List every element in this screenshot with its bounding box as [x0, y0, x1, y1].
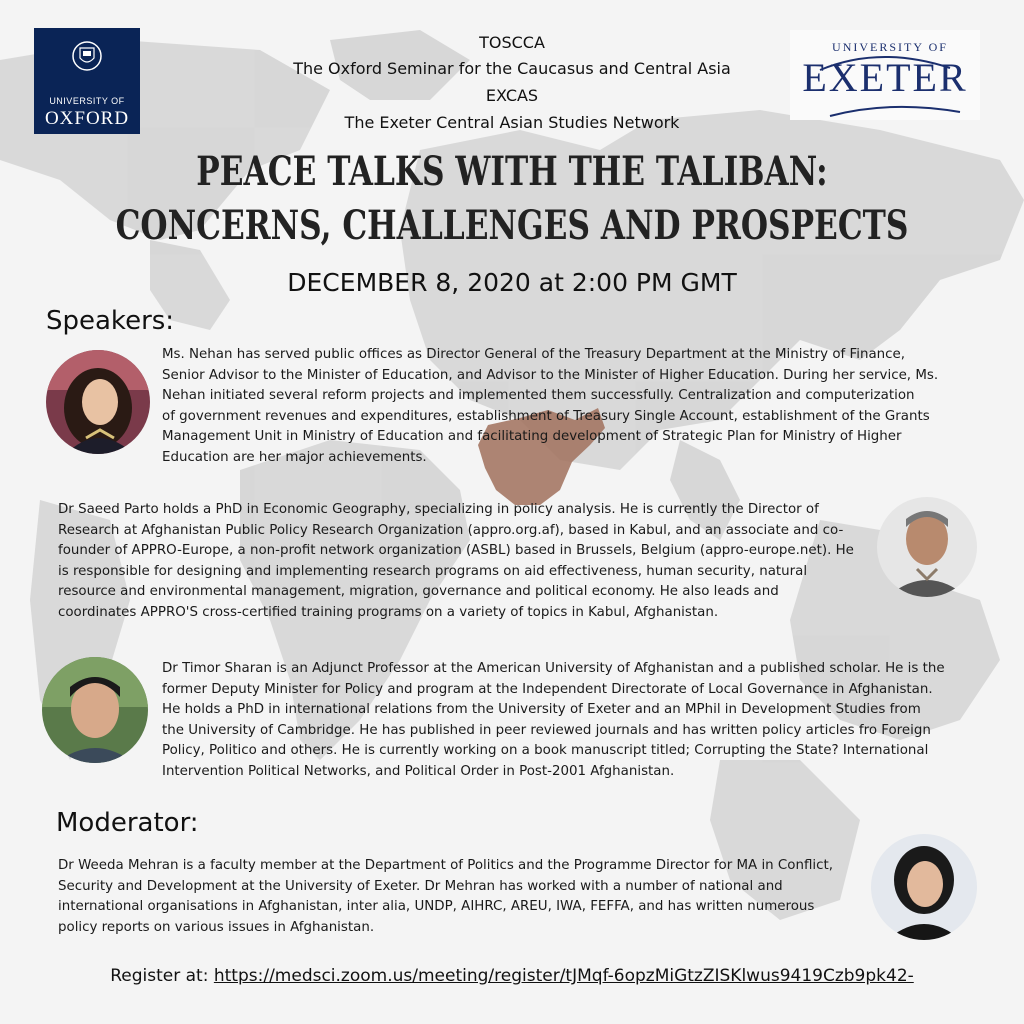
bio-line: of government revenues and expenditures, establishment of Treasury Single Account, establishment of the Grants	[162, 408, 930, 424]
bio-line: the University of Cambridge. He has published in peer reviewed journals and has written policy articles fro Foreign	[162, 722, 931, 738]
bio-line: policy reports on various issues in Afghanistan.	[58, 919, 375, 935]
speaker-sharan-bio	[162, 659, 992, 782]
person-photo	[46, 350, 150, 454]
bio-line: resource and environmental management, migration, governance and political economy. He also leads and	[58, 584, 779, 599]
bio-line: Dr Weeda Mehran is a faculty member at the Department of Politics and the Programme Director for MA in Conflict,	[58, 858, 833, 873]
event-title-line1: PEACE TALKS WITH THE TALIBAN:	[196, 148, 828, 195]
event-title-line2: CONCERNS, CHALLENGES AND PROSPECTS	[115, 202, 909, 249]
oxford-logo-line1: UNIVERSITY OF	[49, 96, 125, 106]
bio-line: is responsible for designing and implementing research programs on aid effectiveness, human security, natural	[58, 563, 808, 579]
bio-line: Education are her major achievements.	[162, 449, 427, 465]
bio-line: coordinates APPRO'S cross-certified training programs on a variety of topics in Kabul, Afghanistan.	[58, 604, 719, 620]
person-photo	[871, 834, 977, 940]
moderator-mehran-photo	[871, 834, 977, 940]
register-line	[0, 966, 1024, 986]
bio-line: Senior Advisor to the Minister of Education, and Advisor to the Minister of Higher Education. During her service, Ms.	[162, 367, 939, 383]
bio-line: He holds a PhD in international relations from the University of Exeter and an MPhil in Development Studies from	[162, 702, 921, 717]
speakers-heading: Speakers:	[46, 306, 175, 336]
moderator-heading: Moderator:	[56, 808, 199, 838]
bio-line: founder of APPRO-Europe, a non-profit network organization (ASBL) based in Brussels, Belgium (appro-europe.net). He	[58, 543, 854, 558]
moderator-mehran-bio	[58, 856, 868, 938]
speaker-nehan-bio	[162, 345, 992, 468]
header-toscca-full: The Oxford Seminar for the Caucasus and Central Asia	[293, 59, 731, 78]
oxford-logo-line2: OXFORD	[44, 108, 130, 129]
bio-line: Dr Saeed Parto holds a PhD in Economic Geography, specializing in policy analysis. He is currently the Director of	[58, 502, 819, 517]
bio-line: Nehan initiated several reform projects and implemented them successfully. Centralization and computerization	[162, 388, 915, 403]
exeter-logo-line2: EXETER	[802, 55, 968, 100]
speaker-parto-bio	[58, 500, 878, 623]
bio-line: former Deputy Minister for Policy and program at the Independent Directorate of Local Governance in Afghanistan.	[162, 681, 933, 697]
header-toscca: TOSCCA	[479, 33, 545, 52]
bio-line: Management Unit in Ministry of Education and facilitating development of Strategic Plan for Ministry of Higher	[162, 429, 902, 444]
speaker-sharan-photo	[42, 657, 148, 763]
bio-line: Security and Development at the University of Exeter. Dr Mehran has worked with a number of national and	[58, 878, 783, 894]
bio-line: Ms. Nehan has served public offices as Director General of the Treasury Department at the Ministry of Finance,	[162, 347, 906, 362]
register-label: Register at:	[110, 966, 209, 986]
event-date: DECEMBER 8, 2020 at 2:00 PM GMT	[287, 268, 737, 297]
bio-line: Dr Timor Sharan is an Adjunct Professor at the American University of Afghanistan and a published scholar. He is the	[162, 661, 945, 676]
bio-line: Intervention Political Networks, and Political Order in Post-2001 Afghanistan.	[162, 763, 675, 779]
exeter-logo-line1: UNIVERSITY OF	[832, 40, 948, 54]
bio-line: international organisations in Afghanistan, inter alia, UNDP, AIHRC, AREU, IWA, FEFFA, and has written numerous	[58, 899, 815, 914]
person-photo	[42, 657, 148, 763]
person-photo	[877, 497, 977, 597]
bio-line: Research at Afghanistan Public Policy Research Organization (appro.org.af), based in Kabul, and an associate and co-	[58, 522, 844, 538]
speaker-nehan-photo	[46, 350, 150, 454]
header-excas-full: The Exeter Central Asian Studies Network	[344, 113, 680, 132]
speaker-parto-photo	[877, 497, 977, 597]
register-link[interactable]: https://medsci.zoom.us/meeting/register/tJMqf-6opzMiGtzZISKlwus9419Czb9pk42-	[213, 966, 914, 986]
header-excas: EXCAS	[485, 86, 539, 105]
bio-line: Policy, Politico and others. He is currently working on a book manuscript titled; Corrupting the State? International	[162, 743, 929, 758]
